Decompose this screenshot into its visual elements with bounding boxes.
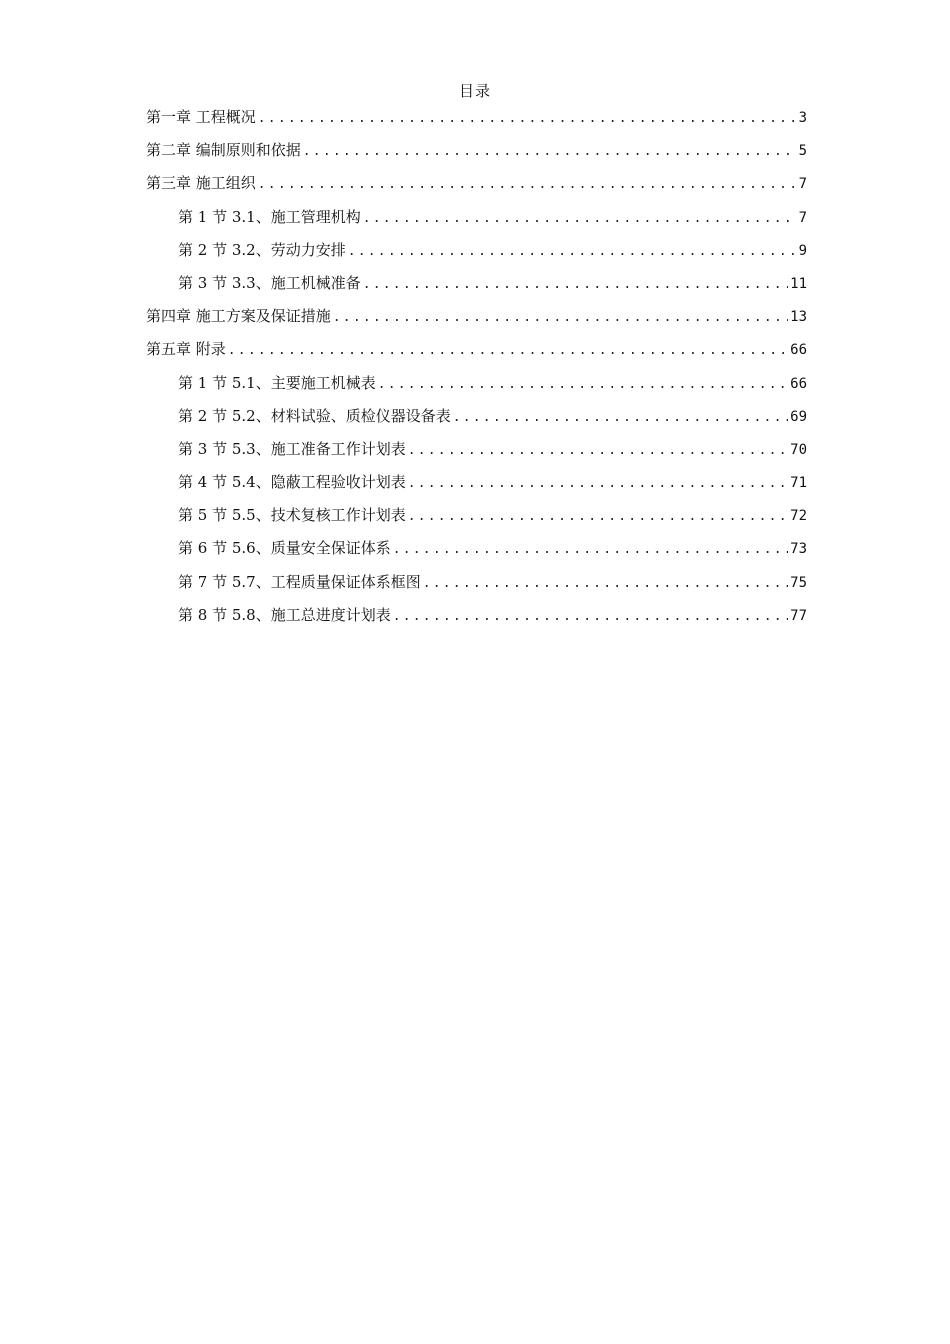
toc-title: 目录 [458, 82, 491, 100]
toc-entry[interactable] [146, 537, 807, 570]
toc-entry-text: 第 2 节 3.2、劳动力安排 [178, 240, 346, 259]
toc-dot-leader [348, 241, 797, 263]
toc-page-number: 3 [798, 110, 807, 126]
toc-entry[interactable] [146, 604, 807, 637]
toc-page-number: 66 [790, 375, 807, 392]
toc-entry[interactable] [146, 272, 807, 305]
toc-dot-leader [408, 473, 788, 495]
toc-dot-leader [378, 374, 788, 396]
toc-entry-text: 第 1 节 3.1、施工管理机构 [178, 207, 361, 226]
toc-page-number: 73 [790, 541, 807, 558]
toc-entry[interactable] [146, 571, 807, 604]
toc-entry[interactable] [146, 504, 807, 537]
toc-page-number: 69 [790, 408, 807, 425]
toc-dot-leader [303, 141, 797, 163]
toc-dot-leader [258, 174, 797, 196]
toc-entry[interactable] [146, 172, 807, 205]
toc-page-number: 9 [798, 242, 807, 259]
toc-entry-text: 第 4 节 5.4、隐蔽工程验收计划表 [178, 473, 406, 492]
toc-dot-leader [258, 108, 797, 130]
toc-entry-text: 第一章 工程概况 [146, 108, 256, 126]
toc-entry-text: 第三章 施工组织 [146, 174, 256, 193]
toc-page-number: 11 [790, 275, 807, 292]
toc-dot-leader [408, 440, 788, 462]
toc-dot-leader [333, 307, 788, 329]
toc-entry-text: 第 3 节 3.3、施工机械准备 [178, 273, 361, 292]
toc-entry[interactable] [146, 405, 807, 438]
toc-entry[interactable] [146, 206, 807, 239]
toc-page-number: 7 [798, 176, 807, 193]
toc-entry[interactable] [146, 372, 807, 405]
toc-dot-leader [363, 208, 797, 230]
table-of-contents [146, 106, 807, 637]
toc-entry[interactable] [146, 471, 807, 504]
toc-entry-text: 第 1 节 5.1、主要施工机械表 [178, 373, 376, 392]
toc-entry-text: 第 6 节 5.6、质量安全保证体系 [178, 539, 391, 558]
toc-page-number: 5 [798, 143, 807, 160]
toc-page-number: 72 [790, 508, 807, 525]
toc-dot-leader [393, 539, 788, 561]
toc-entry-text: 第 3 节 5.3、施工准备工作计划表 [178, 439, 406, 458]
toc-entry[interactable] [146, 438, 807, 471]
toc-entry-text: 第 8 节 5.8、施工总进度计划表 [178, 605, 391, 624]
toc-entry-text: 第四章 施工方案及保证措施 [146, 307, 331, 326]
toc-page-number: 70 [790, 441, 807, 458]
toc-entry[interactable] [146, 139, 807, 172]
toc-entry[interactable] [146, 106, 807, 139]
toc-dot-leader [453, 407, 788, 429]
toc-entry-text: 第 5 节 5.5、技术复核工作计划表 [178, 506, 406, 525]
toc-page-number: 71 [790, 475, 807, 492]
toc-dot-leader [393, 606, 788, 628]
toc-page-number: 77 [790, 607, 807, 624]
toc-entry[interactable] [146, 305, 807, 338]
toc-dot-leader [423, 573, 788, 595]
toc-entry-text: 第五章 附录 [146, 340, 226, 359]
toc-page-number: 13 [790, 309, 807, 326]
toc-page-number: 7 [798, 209, 807, 226]
toc-page-number: 66 [790, 342, 807, 359]
toc-entry-text: 第二章 编制原则和依据 [146, 141, 301, 160]
toc-page-number: 75 [790, 574, 807, 591]
toc-dot-leader [228, 340, 788, 362]
toc-dot-leader [408, 506, 788, 528]
toc-entry-text: 第 7 节 5.7、工程质量保证体系框图 [178, 572, 421, 591]
toc-entry[interactable] [146, 239, 807, 272]
toc-entry-text: 第 2 节 5.2、材料试验、质检仪器设备表 [178, 406, 451, 425]
toc-dot-leader [363, 274, 788, 296]
toc-entry[interactable] [146, 338, 807, 371]
